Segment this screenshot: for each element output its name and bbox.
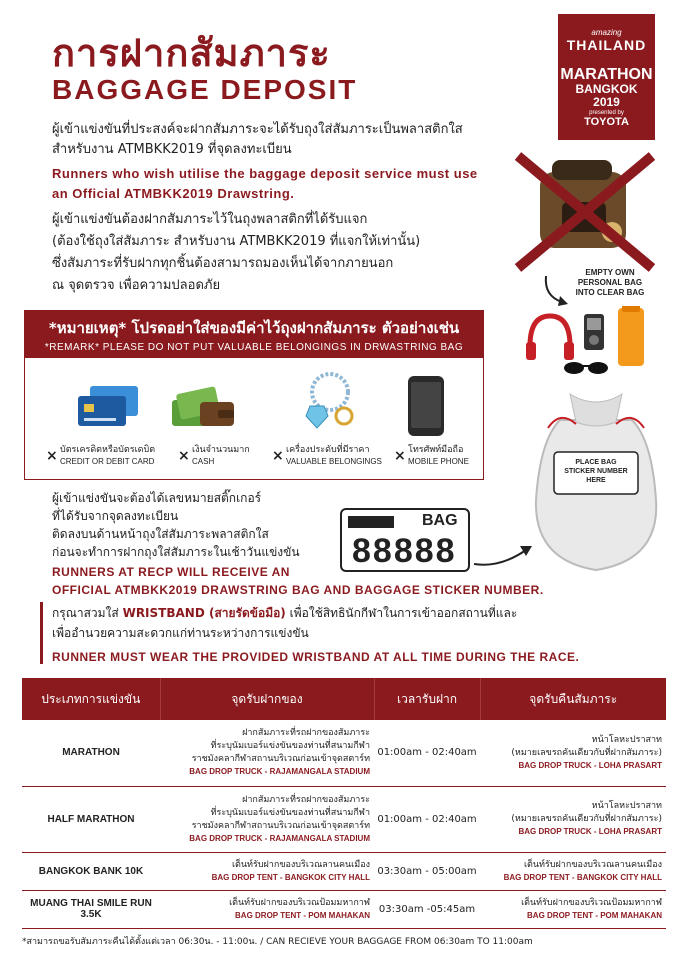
- item-en: CASH: [192, 457, 215, 466]
- drop-time: 03:30am -05:45am: [374, 890, 480, 928]
- cross-mark-icon: ×: [178, 448, 190, 464]
- sticker-th-line4: ก่อนจะทำการฝากถุงใส่สัมภาระในเช้าวันแข่งขัน: [52, 545, 300, 559]
- intro-th2-line4: ณ จุดตรวจ เพื่อความปลอดภัย: [52, 278, 221, 293]
- drop-th: ราชมังคลากีฬาสถานบริเวณก่อนเข้าจุดสตาร์ท: [191, 754, 370, 765]
- drop-point-cell: [160, 786, 374, 852]
- bag-sticker-line: STICKER NUMBER: [564, 468, 628, 475]
- col-drop-point: จุดรับฝากของ: [160, 678, 374, 720]
- empty-bag-line: EMPTY OWN: [585, 268, 635, 277]
- race-name: HALF MARATHON: [22, 786, 160, 852]
- table-row: [22, 720, 666, 786]
- table-row: [22, 786, 666, 852]
- intro-th2-line3: ซึ่งสัมภาระที่รับฝากทุกชิ้นต้องสามารถมองเห็นได้จากภายนอก: [52, 256, 394, 271]
- sunscreen-icon: [618, 308, 644, 366]
- wristband-th-b: WRISTBAND (สายรัดข้อมือ): [122, 606, 286, 620]
- wristband-th-c: เพื่อใช้สิทธินักกีฬาในการเข้าออกสถานที่และ: [289, 606, 518, 620]
- curved-arrow-icon: [540, 274, 570, 308]
- table-row: [22, 890, 666, 928]
- logo-bangkok: BANGKOK: [575, 82, 638, 96]
- wristband-accent-bar: [40, 602, 43, 664]
- pickup-th: (หมายเลขรถคันเดียวกับที่ฝากสัมภาระ): [511, 747, 662, 758]
- drop-th: ที่ระบุนัมเบอร์แข่งขันของท่านที่สนามกีฬา: [210, 807, 370, 818]
- logo-sponsor: TOYOTA: [584, 116, 629, 128]
- logo-marathon: MARATHON: [560, 66, 653, 83]
- pickup-point-cell: [480, 786, 666, 852]
- sunglasses-icon: [564, 362, 584, 374]
- pickup-th: หน้าโลหะปราสาท: [591, 801, 662, 811]
- backpack-top-icon: [552, 160, 612, 180]
- intro-en-line2: an Official ATMBKK2019 Drawstring.: [52, 186, 295, 201]
- pickup-point-cell: [480, 890, 666, 928]
- bag-sticker-caption: [554, 458, 638, 485]
- drop-en: BAG DROP TRUCK - RAJAMANGALA STADIUM: [189, 833, 370, 843]
- cross-mark-icon: ×: [272, 448, 284, 464]
- table-row: [22, 852, 666, 890]
- sticker-th-line3: ติดลงบนด้านหน้าถุงใส่สัมภาระพลาสติกใส: [52, 527, 269, 541]
- bag-sticker-sample: [340, 508, 470, 572]
- race-name: BANGKOK BANK 10K: [22, 852, 160, 890]
- empty-bag-caption: [560, 268, 660, 298]
- logo-thailand: THAILAND: [566, 37, 647, 53]
- intro-en-line1: Runners who wish utilise the baggage deposit service must use: [52, 166, 478, 181]
- logo-presented: presented by: [589, 110, 624, 116]
- marathon-logo: [558, 14, 655, 140]
- sticker-th-line1: ผู้เข้าแข่งขันจะต้องได้เลขหมายสติ๊กเกอร์: [52, 491, 262, 505]
- pickup-point-cell: [480, 852, 666, 890]
- empty-bag-line: PERSONAL BAG: [577, 278, 643, 287]
- sticker-bag-number: 88888: [352, 532, 457, 570]
- item-th: โทรศัพท์มือถือ: [408, 445, 464, 455]
- pickup-en: BAG DROP TENT - POM MAHAKAN: [527, 910, 662, 920]
- wristband-th-line1: [52, 604, 517, 623]
- drop-point-cell: [160, 852, 374, 890]
- item-en: MOBILE PHONE: [408, 457, 469, 466]
- personal-items-illustration: [524, 306, 664, 376]
- empty-bag-line: INTO CLEAR BAG: [575, 288, 645, 297]
- remark-th: *หมายเหตุ* โปรดอย่าใส่ของมีค่าไว้ถุงฝากสัมภาระ ตัวอย่างเช่น: [48, 319, 460, 337]
- personal-bag-crossed-illustration: [512, 152, 662, 274]
- sticker-th-line2: ที่ได้รับจากจุดลงทะเบียน: [52, 509, 179, 523]
- baggage-schedule-table: [22, 678, 666, 929]
- drop-th: ราชมังคลากีฬาสถานบริเวณก่อนเข้าจุดสตาร์ท: [191, 820, 370, 831]
- jewelry-icon: [300, 372, 360, 432]
- intro-th2-line2: (ต้องใช้ถุงใส่สัมภาระ สำหรับงาน ATMBKK2019 ที่แจกให้เท่านั้น): [52, 234, 421, 249]
- drop-th: ที่ระบุนัมเบอร์แข่งขันของท่านที่สนามกีฬา: [210, 741, 370, 752]
- cross-mark-icon: ×: [46, 448, 58, 464]
- race-name: MUANG THAI SMILE RUN 3.5K: [22, 890, 160, 928]
- credit-card-icon: [76, 384, 142, 430]
- page-title-english: BAGGAGE DEPOSIT: [52, 74, 358, 105]
- mobile-phone-icon: [404, 374, 450, 438]
- cross-mark-icon: ×: [394, 448, 406, 464]
- wristband-th-line2: เพื่ออำนวยความสะดวกแก่ท่านระหว่างการแข่งขัน: [52, 626, 309, 640]
- footer-note: *สามารถขอรับสัมภาระคืนได้ตั้งแต่เวลา 06:30น. - 11:00น. / CAN RECIEVE YOUR BAGGAGE FROM 06:30am TO 11:00am: [22, 937, 533, 947]
- sticker-logo-block: [348, 516, 394, 528]
- drop-th: ฝากสัมภาระที่รถฝากของสัมภาระ: [242, 728, 370, 739]
- logo-amazing: amazing: [591, 28, 622, 37]
- pickup-th: หน้าโลหะปราสาท: [591, 734, 662, 745]
- item-en: VALUABLE BELONGINGS: [286, 457, 382, 466]
- wristband-en: RUNNER MUST WEAR THE PROVIDED WRISTBAND AT ALL TIME DURING THE RACE.: [52, 650, 580, 664]
- pickup-en: BAG DROP TRUCK - LOHA PRASART: [518, 760, 662, 770]
- drop-th: เต็นท์รับฝากของบริเวณลานคนเมือง: [231, 859, 370, 870]
- intro-th-line2: สำหรับงาน ATMBKK2019 ที่จุดลงทะเบียน: [52, 142, 292, 157]
- remark-en: *REMARK* PLEASE DO NOT PUT VALUABLE BELONGINGS IN DRWASTRING BAG: [44, 342, 464, 353]
- intro-th-line1: ผู้เข้าแข่งขันที่ประสงค์จะฝากสัมภาระจะได้รับถุงใส่สัมภาระเป็นพลาสติกใส: [52, 122, 463, 137]
- pickup-point-cell: [480, 720, 666, 786]
- item-th: เงินจำนวนมาก: [192, 445, 250, 455]
- pickup-en: BAG DROP TRUCK - LOHA PRASART: [518, 827, 662, 836]
- item-th: เครื่องประดับที่มีราคา: [286, 445, 370, 455]
- drop-point-cell: [160, 720, 374, 786]
- sticker-bag-word: BAG: [422, 512, 458, 529]
- item-en: CREDIT OR DEBIT CARD: [60, 457, 155, 466]
- wristband-th-a: กรุณาสวมใส่: [52, 606, 119, 620]
- drop-time: 01:00am - 02:40am: [374, 786, 480, 852]
- intro-th2-line1: ผู้เข้าแข่งขันต้องฝากสัมภาระไว้ในถุงพลาสติกที่ได้รับแจก: [52, 212, 368, 227]
- item-th: บัตรเครดิตหรือบัตรเดบิต: [60, 445, 156, 455]
- headphones-icon: [530, 316, 570, 346]
- drop-time: 01:00am - 02:40am: [374, 720, 480, 786]
- bag-sticker-line: PLACE BAG: [575, 459, 617, 466]
- col-race-type: ประเภทการแข่งขัน: [22, 678, 160, 720]
- drop-point-cell: [160, 890, 374, 928]
- pickup-th: เต็นท์รับฝากของบริเวณป้อมมหากาฬ: [521, 897, 662, 908]
- arrow-to-bag-icon: [470, 540, 536, 570]
- col-drop-time: เวลารับฝาก: [374, 678, 480, 720]
- cash-wallet-icon: [170, 384, 236, 430]
- sticker-en-line2: OFFICIAL ATMBKK2019 DRAWSTRING BAG AND BAGGAGE STICKER NUMBER.: [52, 583, 544, 597]
- sticker-en-line1: RUNNERS AT RECP WILL RECEIVE AN: [52, 565, 290, 579]
- logo-year: 2019: [593, 95, 620, 109]
- drop-en: BAG DROP TENT - POM MAHAKAN: [235, 910, 370, 920]
- table-header-row: [22, 678, 666, 720]
- drop-en: BAG DROP TENT - BANGKOK CITY HALL: [211, 872, 370, 882]
- pickup-en: BAG DROP TENT - BANGKOK CITY HALL: [503, 872, 662, 882]
- remark-header: [24, 310, 484, 358]
- drop-time: 03:30am - 05:00am: [374, 852, 480, 890]
- pickup-th: เต็นท์รับฝากของบริเวณลานคนเมือง: [523, 859, 662, 870]
- page-title-thai: การฝากสัมภาระ: [52, 31, 331, 75]
- race-name: MARATHON: [22, 720, 160, 786]
- drop-en: BAG DROP TRUCK - RAJAMANGALA STADIUM: [189, 767, 370, 777]
- col-pickup-point: จุดรับคืนสัมภาระ: [480, 678, 666, 720]
- drop-th: ฝากสัมภาระที่รถฝากของสัมภาระ: [242, 794, 370, 805]
- pickup-th: (หมายเลขรถคันเดียวกับที่ฝากสัมภาระ): [511, 814, 662, 824]
- drop-th: เต็นท์รับฝากของบริเวณป้อมมหากาฬ: [229, 897, 370, 908]
- bag-sticker-line: HERE: [586, 477, 606, 484]
